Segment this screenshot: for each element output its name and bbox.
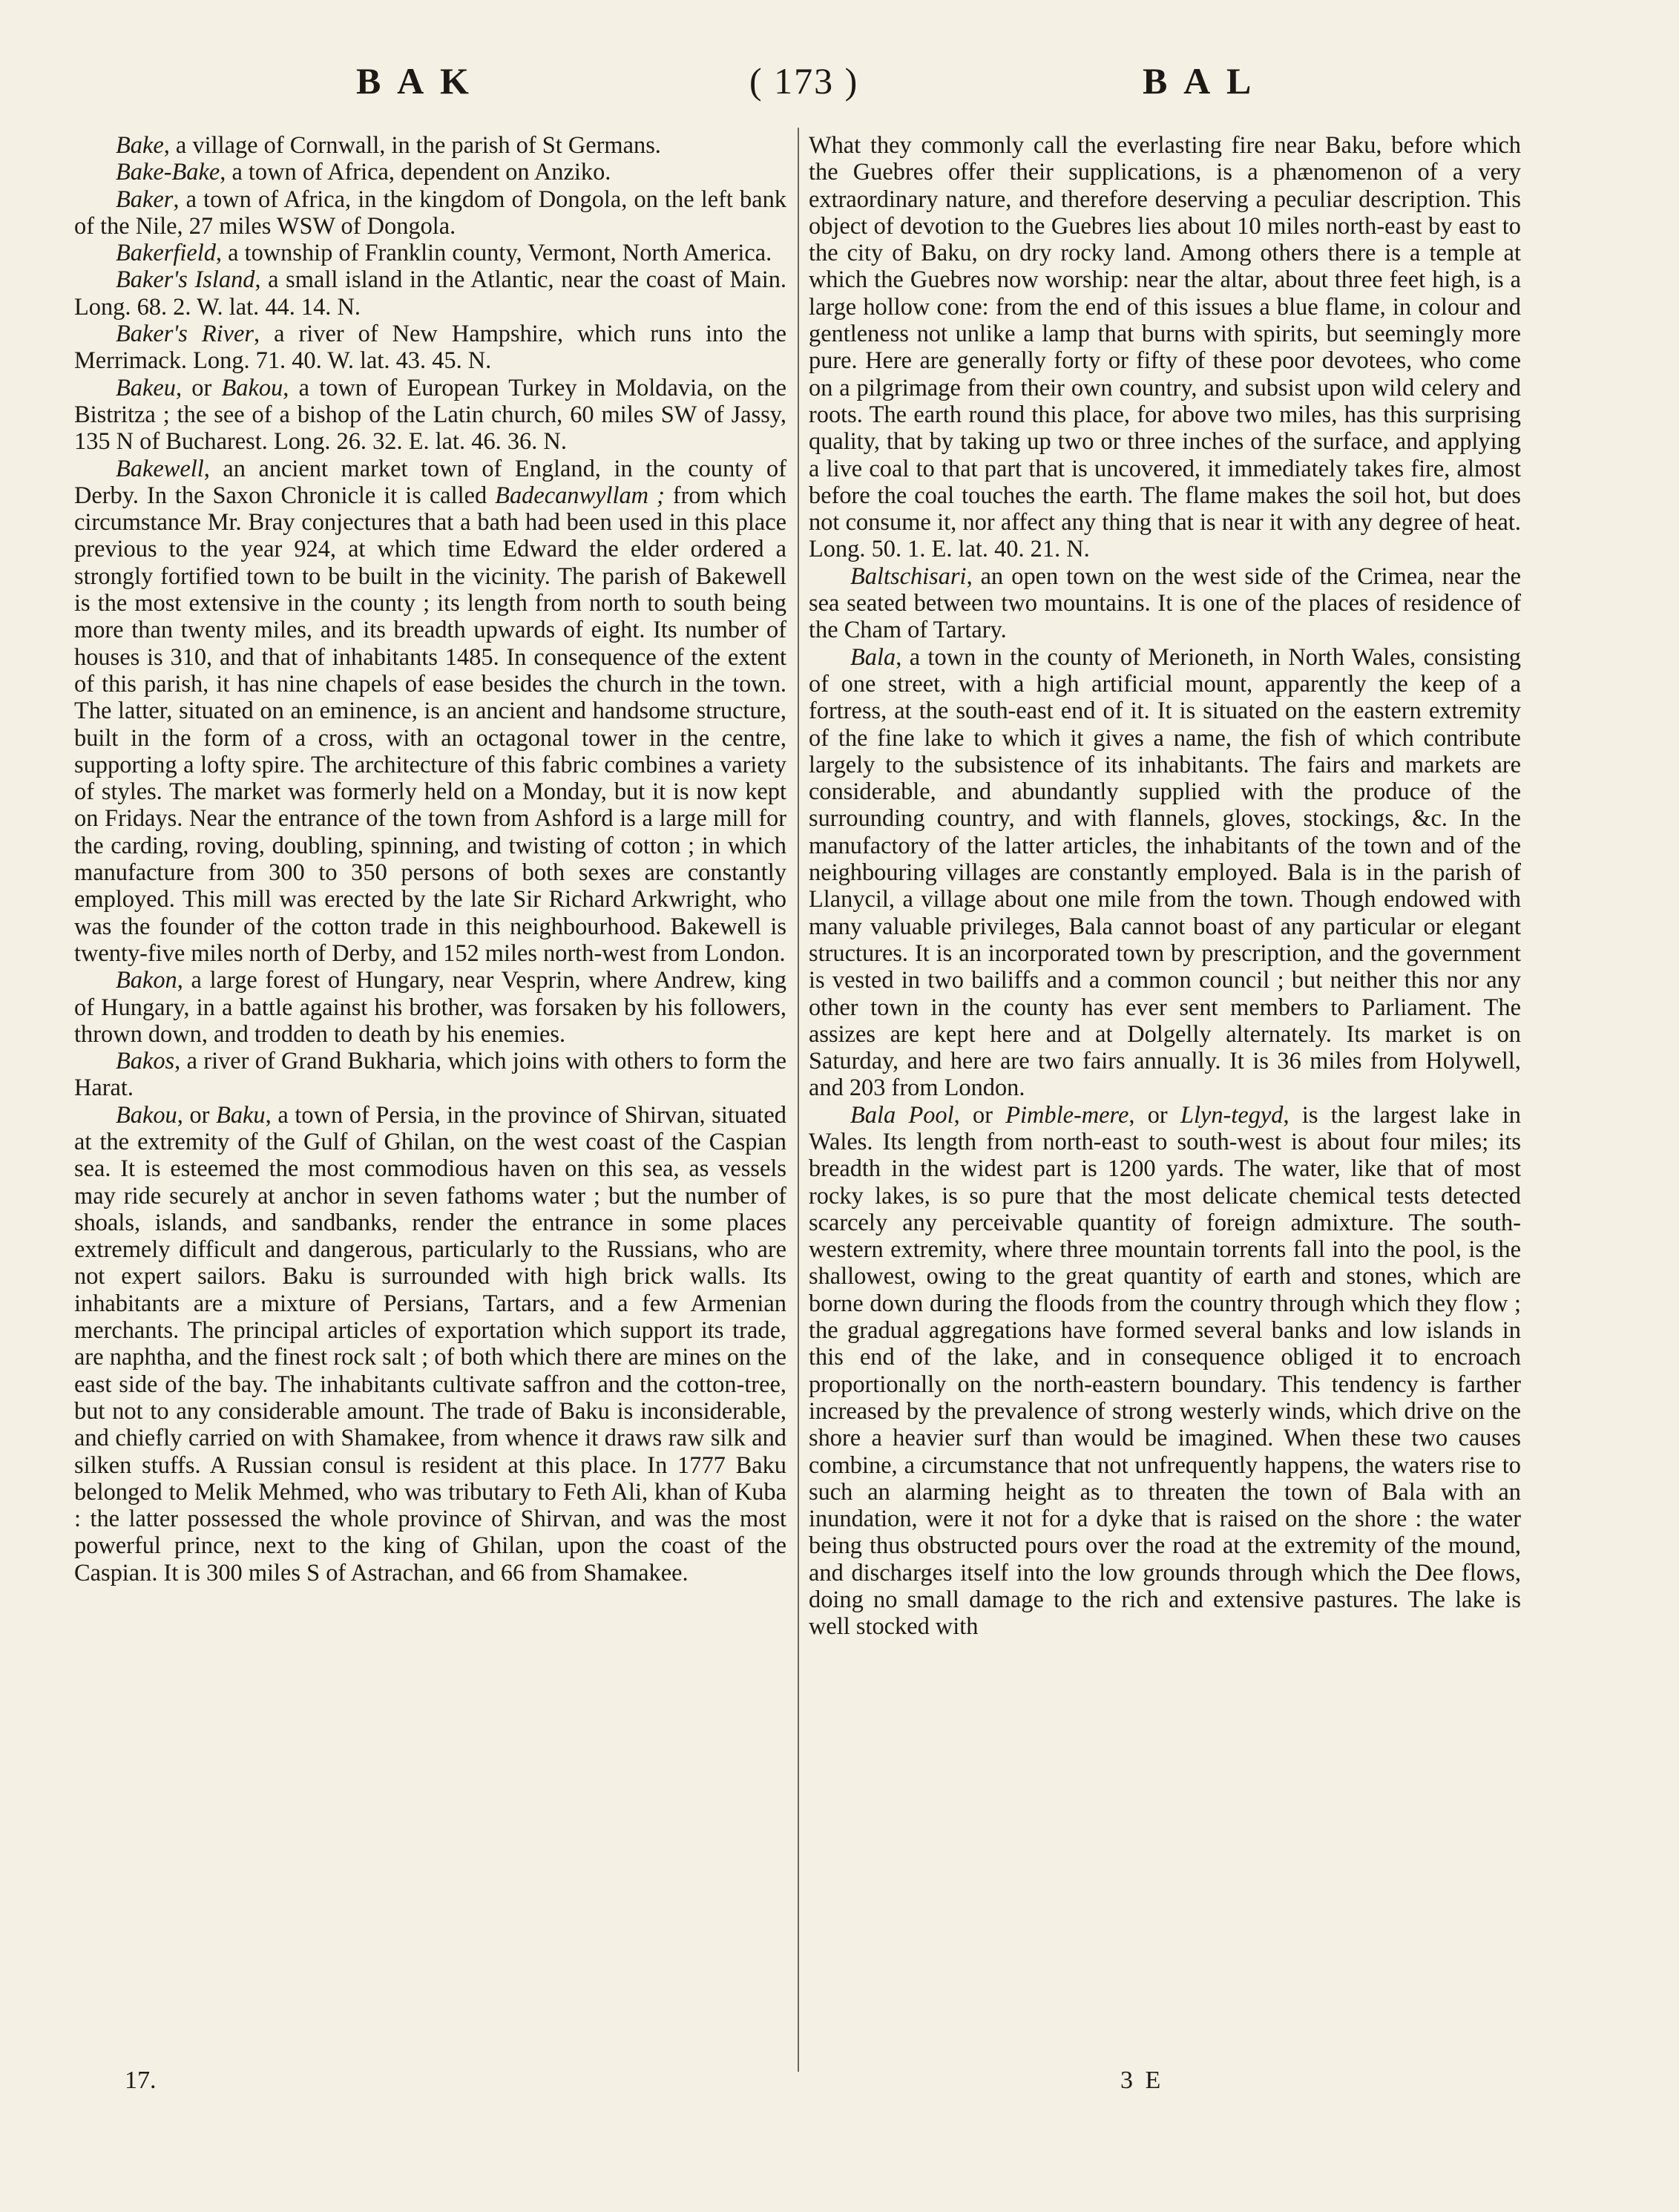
entry-text: What they commonly call the everlasting fire near Baku, before which the Guebres offer their supplications, is a phænomenon of a very extraordinary nature, and therefore deserving a peculiar description. This object of devotion to the Guebres lies about 10 miles north-east by east to the city of Baku, on dry rocky land. Among others there is a temple at which the Guebres now worship: near the altar, about three feet high, is a large hollow cone: from the end of this issues a blue flame, in colour and gentleness not unlike a lamp that burns with spirits, but seemingly more pure. Here are generally forty or fifty of these poor devotees, who come on a pilgrimage from their own country, and subsist upon wild celery and roots. The earth round this place, for above two miles, has this surprising quality, that by taking up two or three inches of the surface, and applying a live coal to that part that is uncovered, it immediately takes fire, almost before the coal touches the earth. The flame makes the soil hot, but does not consume it, nor affect any thing that is near it with any degree of heat. Long. 50. 1. E. lat. 40. 21. N.	[809, 132, 1521, 563]
entry-text: , a town in the county of Merioneth, in North Wales, consisting of one street, with a high artificial mount, apparently the keep of a fortress, at the south-east end of it. It is situated on the eastern extremity of the fine lake to which it gives a name, the fish of which contribute largely to the subsistence of its inhabitants. The fairs and markets are considerable, and abundantly supplied with the produce of the surrounding country, and with flannels, gloves, stockings, &c. In the manufactory of the latter articles, the inhabitants of the town and of the neighbouring villages are constantly employed. Bala is in the parish of Llanycil, a village about one mile from the town. Though endowed with many valuable privileges, Bala cannot boast of any particular or elegant structures. It is an incorporated town by prescription, and the government is vested in two bailiffs and a common council ; but neither this nor any other town in the county has ever sent members to Parliament. The assizes are kept here and at Dolgelly alternately. Its market is on Saturday, and here are two fairs annually. It is 36 miles from Holywell, and 203 from London.	[809, 643, 1521, 1102]
entry-headword: Baker's Island	[116, 266, 255, 294]
column-divider	[798, 128, 799, 2072]
dictionary-entry	[74, 456, 786, 968]
entry-headword: Baker's River	[116, 321, 254, 348]
right-column	[809, 132, 1521, 1641]
entry-headword: Bala	[850, 643, 896, 671]
entry-text: , an open town on the west side of the Crimea, near the sea seated between two mountains. It is one of the places of residence of the Cham of Tartary.	[809, 562, 1521, 644]
dictionary-entry	[74, 1048, 786, 1102]
dictionary-entry	[74, 967, 786, 1048]
entry-headword: Bake	[116, 132, 164, 159]
entry-text: , a village of Cornwall, in the parish of St Germans.	[163, 132, 661, 159]
entry-text: , a town of European Turkey in Moldavia, on the Bistritza ; the see of a bishop of the Latin church, 60 miles SW of Jassy, 135 N of Bucharest. Long. 26. 32. E. lat. 46. 36. N.	[74, 374, 786, 456]
entry-text: , a town of Africa, in the kingdom of Dongola, on the left bank of the Nile, 27 miles WSW of Dongola.	[74, 186, 786, 240]
entry-headword: Bakos	[116, 1048, 175, 1075]
dictionary-entry	[74, 132, 786, 159]
dictionary-entry	[74, 159, 786, 186]
entry-text: , or	[175, 374, 222, 401]
entry-text: , or	[953, 1101, 1006, 1129]
signature-mark: 3 E	[1120, 2067, 1164, 2094]
dictionary-entry	[74, 266, 786, 321]
dictionary-entry	[74, 240, 786, 266]
head-left: B A K	[356, 60, 473, 102]
head-right: B A L	[1143, 60, 1256, 102]
entry-text: , a township of Franklin county, Vermont, North America.	[215, 240, 772, 267]
entry-headword: Bala Pool	[850, 1101, 954, 1129]
entry-headword: Bakeu	[116, 374, 176, 401]
entry-text: from which circumstance Mr. Bray conjectures that a bath had been used in this place previous to the year 924, at which time Edward the elder ordered a strongly fortified town to be built in the vicinity. The parish of Bakewell is the most extensive in the county ; its length from north to south being more than twenty miles, and its breadth upwards of eight. Its number of houses is 310, and that of inhabitants 1485. In consequence of the extent of this parish, it has nine chapels of ease besides the church in the town. The latter, situated on an eminence, is an ancient and handsome structure, built in the form of a cross, with an octagonal tower in the centre, supporting a lofty spire. The architecture of this fabric combines a variety of styles. The market was formerly held on a Monday, but it is now kept on Fridays. Near the entrance of the town from Ashford is a large mill for the carding, roving, doubling, spinning, and twisting of cotton ; in which manufacture from 300 to 350 persons of both sexes are constantly employed. This mill was erected by the late Sir Richard Arkwright, who was the founder of the cotton trade in this neighbourhood. Bakewell is twenty-five miles north of Derby, and 152 miles north-west from London.	[74, 482, 786, 967]
dictionary-entry	[74, 1102, 786, 1586]
dictionary-entry	[74, 186, 786, 240]
dictionary-entry	[809, 563, 1521, 644]
entry-text: , an ancient market town of England, in the county of Derby. In the Saxon Chronicle it is called	[74, 455, 786, 509]
signature-number: 17.	[125, 2067, 157, 2094]
dictionary-entry	[809, 644, 1521, 1102]
entry-text: , a town of Africa, dependent on Anziko.	[220, 159, 611, 186]
dictionary-entry	[809, 132, 1521, 563]
entry-headword: Bakou	[116, 1101, 177, 1129]
entry-headword: Bake-Bake	[116, 159, 220, 186]
dictionary-entry	[74, 375, 786, 456]
entry-headword: Bakou	[221, 374, 283, 401]
entry-headword: Badecanwyllam ;	[495, 482, 665, 509]
dictionary-entry	[809, 1102, 1521, 1641]
entry-headword: Bakon	[116, 967, 177, 994]
entry-text: , or	[177, 1101, 217, 1129]
entry-text: , a small island in the Atlantic, near the coast of Main. Long. 68. 2. W. lat. 44. 14. N.	[74, 266, 786, 321]
running-head	[0, 59, 1679, 119]
dictionary-entry	[74, 321, 786, 375]
entry-headword: Bakerfield	[116, 240, 216, 267]
left-column	[74, 132, 786, 1586]
entry-headword: Baku	[216, 1101, 266, 1129]
entry-text: , a town of Persia, in the province of Shirvan, situated at the extremity of the Gulf of Ghilan, on the west coast of the Caspian sea. It is esteemed the most commodious haven on this sea, as vessels may ride securely at anchor in seven fathoms water ; but the number of shoals, islands, and sandbanks, render the entrance in some places extremely difficult and dangerous, particularly to the Russians, who are not expert sailors. Baku is surrounded with high brick walls. Its inhabitants are a mixture of Persians, Tartars, and a few Armenian merchants. The principal articles of exportation which support its trade, are naphtha, and the finest rock salt ; of both which there are mines on the east side of the bay. The inhabitants cultivate saffron and the cotton-tree, but not to any considerable amount. The trade of Baku is inconsiderable, and chiefly carried on with Shamakee, from whence it draws raw silk and silken stuffs. A Russian consul is resident at this place. In 1777 Baku belonged to Melik Mehmed, who was tributary to Feth Ali, khan of Kuba : the latter possessed the whole province of Shirvan, and was the most powerful prince, next to the king of Ghilan, upon the coast of the Caspian. It is 300 miles S of Astrachan, and 66 from Shamakee.	[74, 1101, 786, 1586]
entry-headword: Baltschisari	[850, 562, 967, 590]
entry-text: , a river of New Hampshire, which runs into the Merrimack. Long. 71. 40. W. lat. 43. 45. N.	[74, 321, 786, 375]
entry-headword: Llyn-tegyd	[1180, 1101, 1284, 1129]
entry-text: , is the largest lake in Wales. Its length from north-east to south-west is about four miles; its breadth in the widest part is 1200 yards. The water, like that of most rocky lakes, is so pure that the most delicate chemical tests detected scarcely any perceivable quantity of foreign admixture. The south-western extremity, where three mountain torrents fall into the pool, is the shallowest, owing to the great quantity of earth and stones, which are borne down during the floods from the country through which they flow ; the gradual aggregations have formed several banks and low islands in this end of the lake, and in consequence obliged it to encroach proportionally on the north-eastern boundary. This tendency is farther increased by the prevalence of strong westerly winds, which drive on the shore a heavier surf than would be imagined. When these two causes combine, a circumstance that not unfrequently happens, the waters rise to such an alarming height as to threaten the town of Bala with an inundation, were it not for a dyke that is raised on the shore : the water being thus obstructed pours over the road at the extremity of the mound, and discharges itself into the low grounds through which the Dee flows, doing no small damage to the rich and extensive pastures. The lake is well stocked with	[809, 1101, 1521, 1641]
entry-headword: Bakewell	[116, 455, 204, 482]
page-number: ( 173 )	[749, 60, 859, 102]
entry-headword: Baker	[116, 186, 174, 213]
entry-text: , or	[1128, 1101, 1180, 1129]
entry-text: , a large forest of Hungary, near Vesprin, where Andrew, king of Hungary, in a battle against his brother, was forsaken by his followers, thrown down, and trodden to death by his enemies.	[74, 967, 786, 1048]
entry-text: , a river of Grand Bukharia, which joins with others to form the Harat.	[74, 1048, 786, 1102]
entry-headword: Pimble-mere	[1005, 1101, 1129, 1129]
